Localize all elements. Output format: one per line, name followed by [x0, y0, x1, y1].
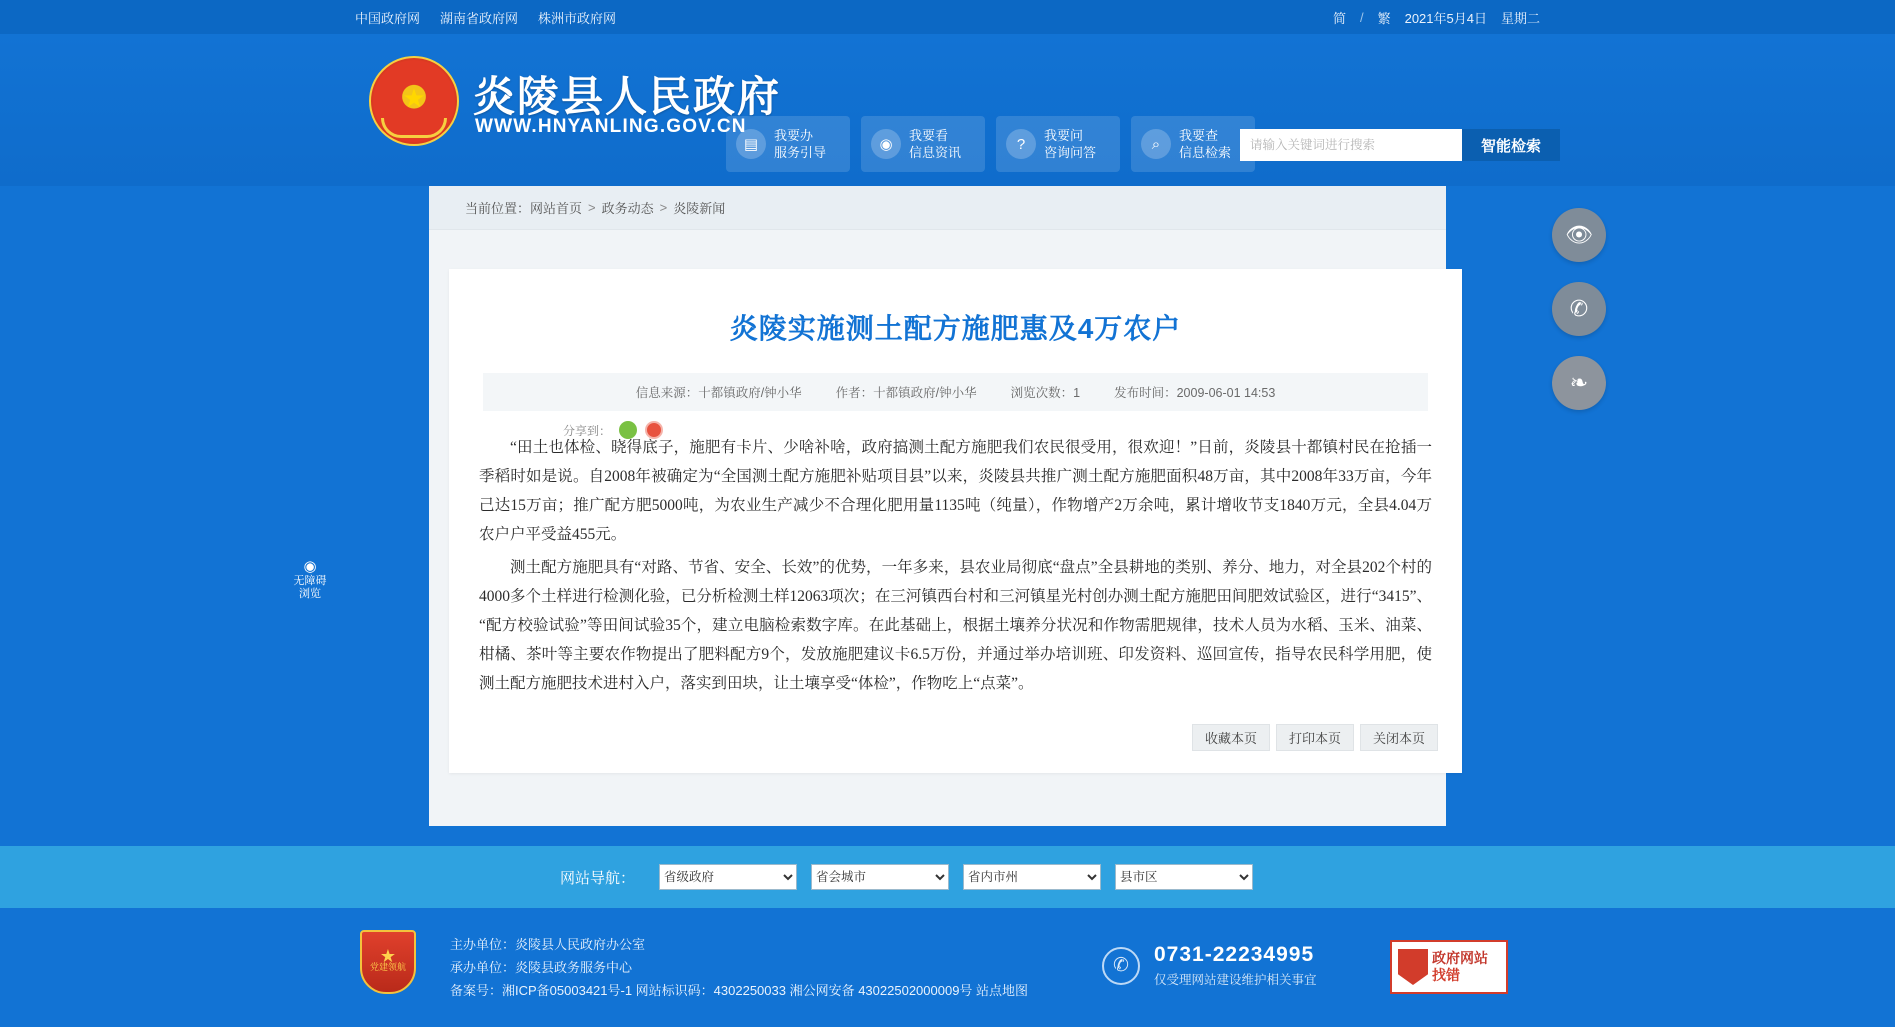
current-date: 2021年5月4日 [1404, 10, 1487, 26]
footer-line-host: 主办单位：炎陵县人民政府办公室 [450, 937, 646, 952]
eye-icon: ◉ [871, 129, 901, 159]
article-paragraph: 测土配方施肥具有“对路、节省、安全、长效”的优势，一年多来，县农业局彻底“盘点”全县耕地的类别、养分、地力，对全县202个村的4000多个土样进行检测化验，已分析检测土样12063项次；在三河镇西台村和三河镇星光村创办测土配方施肥田间肥效试验区，进行“3415”、“配方校验试验”等田间试验35个，建立电脑检索数字库。在此基础上，根据土壤养分状况和作物需肥规律，技术人员为水稻、玉米、油菜、柑橘、茶叶等主要农作物提出了肥料配方9个，发放施肥建议卡6.5万份，并通过举办培训班、印发资料、巡回宣传，指导农民科学用肥，使测土配方施肥技术进村入户，落实到田块，让土壤享受“体检”，作物吃上“点菜”。 [479, 559, 1432, 692]
article-actions [473, 724, 1438, 751]
quick-nav-line2: 咨询问答 [1044, 145, 1097, 160]
breadcrumb-separator: > [659, 200, 668, 215]
site-footer [0, 908, 1895, 1027]
article-body [473, 433, 1438, 698]
party-badge-icon [360, 930, 416, 994]
breadcrumb-item-affairs[interactable]: 政务动态 [601, 201, 654, 216]
quick-nav-line1: 我要办 [774, 128, 814, 143]
gov-site-report-badge[interactable] [1390, 940, 1508, 994]
share-label: 分享到： [563, 423, 612, 438]
national-emblem-icon [369, 56, 459, 146]
footer-line-icp: 备案号：湘ICP备05003421号-1 网站标识码：4302250033 湘公网安备 43022502000009号 站点地图 [450, 983, 1029, 998]
site-title: 炎陵县人民政府 [473, 73, 782, 120]
body-background [0, 186, 1895, 846]
quick-nav-item-search[interactable] [1131, 116, 1255, 172]
phone-icon: ✆ [1102, 947, 1140, 985]
breadcrumb-item-news[interactable]: 炎陵新闻 [673, 201, 726, 216]
select-province-gov[interactable] [659, 864, 797, 890]
link-hunan-gov[interactable]: 湖南省政府网 [440, 10, 519, 26]
meta-views: 浏览次数：1 [1010, 386, 1081, 400]
quick-nav-line1: 我要看 [909, 128, 949, 143]
quick-nav-line2: 信息检索 [1179, 145, 1232, 160]
eye-icon-button[interactable] [1552, 208, 1606, 262]
document-icon: ▤ [736, 129, 766, 159]
shield-icon [1398, 949, 1428, 985]
lang-simplified[interactable]: 简 [1332, 10, 1346, 26]
eye-icon: ◉ [303, 557, 317, 575]
site-nav-strip [0, 846, 1895, 908]
favorite-button[interactable]: 收藏本页 [1192, 724, 1270, 751]
footer-text [450, 933, 1028, 1002]
content-column [429, 186, 1446, 826]
print-button[interactable]: 打印本页 [1276, 724, 1354, 751]
top-bar [0, 0, 1895, 34]
breadcrumb [429, 186, 1446, 230]
article-card [449, 269, 1462, 773]
search-input[interactable] [1240, 129, 1462, 161]
wechat-icon: ✆ [1569, 296, 1589, 321]
nav-strip-label: 网站导航： [560, 869, 636, 887]
meta-author: 作者：十都镇政府/钟小华 [835, 386, 977, 400]
accessibility-line2: 浏览 [299, 587, 321, 600]
footer-phone-block [1102, 943, 1317, 988]
seal-line2: 找错 [1432, 967, 1460, 983]
meta-publish-time: 发布时间：2009-06-01 14:53 [1114, 386, 1276, 400]
breadcrumb-prefix: 当前位置： [465, 201, 531, 216]
article-paragraph: “田土也体检、晓得底子，施肥有卡片、少啥补啥，政府搞测土配方施肥我们农民很受用，很欢迎！”日前，炎陵县十都镇村民在抢插一季稻时如是说。自2008年被确定为“全国测土配方施肥补贴项目县”以来，炎陵县共推广测土配方施肥面积48万亩，其中2008年33万亩，今年己达15万亩；推广配方肥5000吨，为农业生产减少不合理化肥用量1135吨（纯量），作物增产2万余吨，累计增收节支1840万元，全县4.04万农户户平受益455元。 [479, 439, 1432, 543]
seal-line1: 政府网站 [1432, 950, 1488, 966]
breadcrumb-item-home[interactable]: 网站首页 [530, 201, 583, 216]
quick-nav-item-service[interactable] [726, 116, 850, 172]
accessibility-line1: 无障碍 [293, 574, 327, 587]
footer-phone-note: 仅受理网站建设维护相关事宜 [1154, 973, 1317, 987]
footer-phone-number: 0731-22234995 [1154, 943, 1315, 966]
badge-label: 党建领航 [369, 962, 406, 972]
accessibility-toggle[interactable] [286, 554, 334, 606]
badge-star-icon: ★ [379, 946, 397, 966]
link-china-gov[interactable]: 中国政府网 [355, 10, 421, 26]
meta-source: 信息来源：十都镇政府/钟小华 [635, 386, 802, 400]
site-header [0, 34, 1895, 186]
site-url: WWW.HNYANLING.GOV.CN [475, 116, 747, 137]
article-meta [483, 373, 1428, 411]
search-button[interactable]: 智能检索 [1462, 129, 1560, 161]
search-box [1240, 129, 1560, 161]
quick-nav-line1: 我要问 [1044, 128, 1084, 143]
question-icon: ? [1006, 129, 1036, 159]
current-weekday: 星期二 [1500, 10, 1540, 26]
eye-icon: 👁 [1565, 222, 1593, 247]
emblem-star-icon: ★ [402, 82, 426, 113]
select-county-district[interactable] [1115, 864, 1253, 890]
top-bar-right [1333, 0, 1540, 34]
quick-nav-line2: 服务引导 [774, 145, 827, 160]
select-prefecture-city[interactable] [963, 864, 1101, 890]
quick-nav-item-qa[interactable] [996, 116, 1120, 172]
page-title: 炎陵实施测土配方施肥惠及4万农户 [729, 313, 1182, 344]
link-zhuzhou-gov[interactable]: 株洲市政府网 [538, 10, 617, 26]
quick-nav-line1: 我要查 [1179, 128, 1219, 143]
close-button[interactable]: 关闭本页 [1360, 724, 1438, 751]
weibo-icon: ❧ [1569, 370, 1589, 395]
breadcrumb-separator: > [588, 200, 596, 215]
wechat-icon-button[interactable] [1552, 282, 1606, 336]
lang-separator: / [1359, 9, 1364, 25]
footer-line-operator: 承办单位：炎陵县政务服务中心 [450, 960, 633, 975]
quick-nav [726, 116, 1255, 172]
lang-traditional[interactable]: 繁 [1377, 10, 1391, 26]
search-icon: ⌕ [1141, 129, 1171, 159]
top-bar-links [355, 0, 616, 34]
weibo-icon-button[interactable] [1552, 356, 1606, 410]
quick-nav-item-news[interactable] [861, 116, 985, 172]
quick-nav-line2: 信息资讯 [909, 145, 962, 160]
select-capital-city[interactable] [811, 864, 949, 890]
social-rail [1552, 208, 1606, 410]
emblem-wheat-icon [381, 118, 447, 138]
